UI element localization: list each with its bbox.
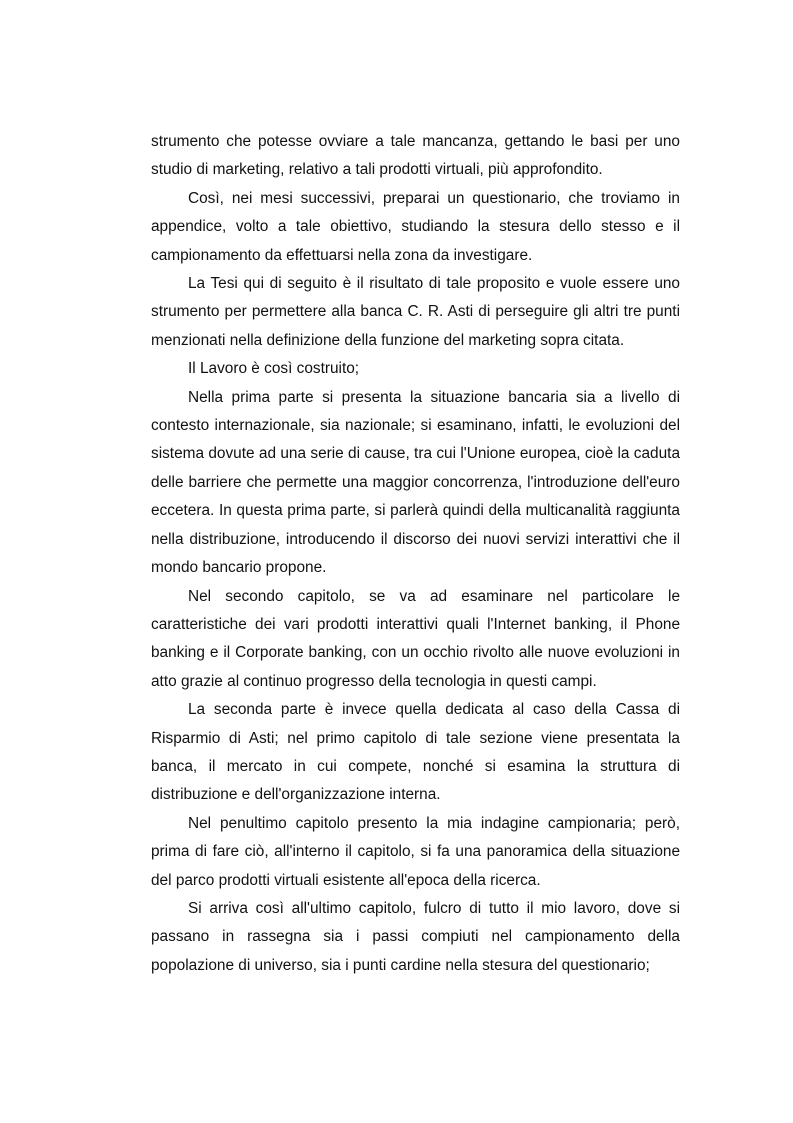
paragraph-thesis-purpose: La Tesi qui di seguito è il risultato di tale proposito e vuole essere uno strumento per permettere alla banca C. R. Asti di perseguire gli altri tre punti menzionati nella definizione della funzione del marketing sopra citata. <box>151 275 680 349</box>
paragraph-first-part: Nella prima parte si presenta la situazione bancaria sia a livello di contesto internazionale, sia nazionale; si esaminano, infatti, le evoluzioni del sistema dovute ad una serie di cause, tra cui l'Unione europea, cioè la caduta delle barriere che permette una maggior concorrenza, l'introduzione dell'euro eccetera. In questa prima parte, si parlerà quindi della multicanalità raggiunta nella distribuzione, introducendo il discorso dei nuovi servizi interattivi che il mondo bancario propone. <box>151 388 680 577</box>
paragraph-second-chapter: Nel secondo capitolo, se va ad esaminare nel particolare le caratteristiche dei vari prodotti interattivi quali l'Internet banking, il Phone banking e il Corporate banking, con un occhio rivolto alle nuove evoluzioni in atto grazie al continuo progresso della tecnologia in questi campi. <box>151 587 680 690</box>
paragraph-continuation: strumento che potesse ovviare a tale mancanza, gettando le basi per uno studio di marketing, relativo a tali prodotti virtuali, più approfondito. <box>151 133 680 179</box>
paragraph-questionnaire: Così, nei mesi successivi, preparai un questionario, che troviamo in appendice, volto a tale obiettivo, studiando la stesura dello stesso e il campionamento da effettuarsi nella zona da investigare. <box>151 189 680 264</box>
paragraph-last-chapter: Si arriva così all'ultimo capitolo, fulcro di tutto il mio lavoro, dove si passano in rassegna sia i passi compiuti nel campionamento della popolazione di universo, sia i punti cardine nella stesura del questionario; <box>151 899 680 974</box>
document-page <box>151 128 680 980</box>
paragraph-work-structure: Il Lavoro è così costruito; <box>188 360 360 378</box>
paragraph-penultimate-chapter: Nel penultimo capitolo presento la mia indagine campionaria; però, prima di fare ciò, all'interno il capitolo, si fa una panoramica della situazione del parco prodotti virtuali esistente all'epoca della ricerca. <box>151 814 680 889</box>
paragraph-second-part: La seconda parte è invece quella dedicata al caso della Cassa di Risparmio di Asti; nel primo capitolo di tale sezione viene presentata la banca, il mercato in cui compete, nonché si esamina la struttura di distribuzione e dell'organizzazione interna. <box>151 701 680 804</box>
